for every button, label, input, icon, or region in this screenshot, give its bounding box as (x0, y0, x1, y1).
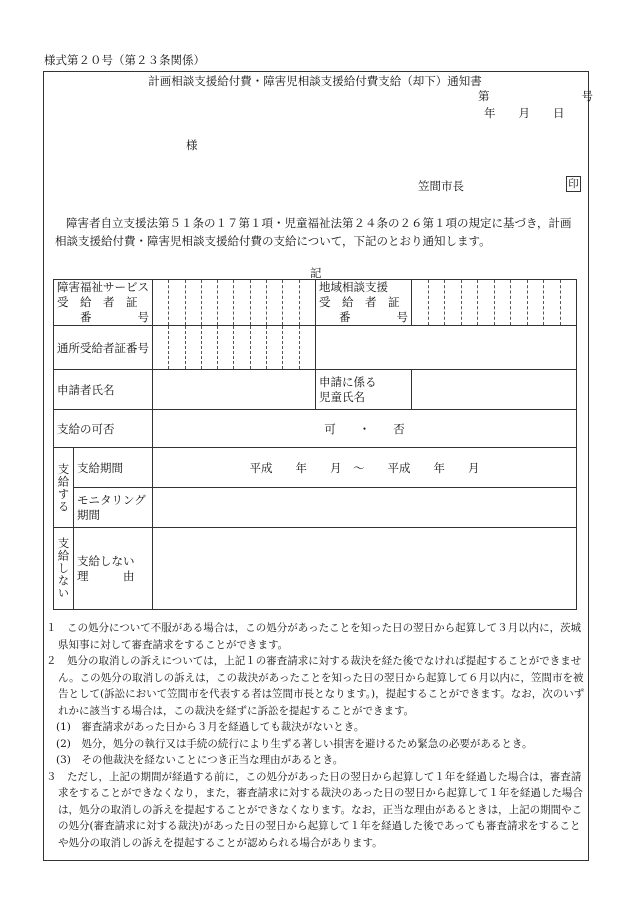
applicant-name-label: 申請者氏名 (54, 370, 153, 410)
note-2-item-3: (3) その他裁決を経ないことにつき正当な理由があるとき。 (56, 754, 344, 766)
approval-label: 支給の可否 (54, 410, 153, 448)
note-2-item-2: (2) 処分，処分の執行又は手続の続行により生ずる著しい損害を避けるため緊急の必要があるとき。 (56, 737, 533, 750)
issuer-name: 笠間市長 (418, 179, 464, 193)
child-name-label: 申請に係る 児童氏名 (316, 370, 412, 410)
period-value[interactable]: 平成 年 月 〜 平成 年 月 (153, 448, 577, 488)
welfare-service-cert-number[interactable] (153, 280, 316, 326)
regional-support-cert-label: 地域相談支援 受 給 者 証 番 号 (316, 280, 412, 326)
recipient-suffix: 様 (186, 138, 198, 152)
form-code: 様式第２０号（第２３条関係） (44, 53, 205, 67)
document-number: 第 号 (478, 89, 593, 103)
regional-support-cert-number[interactable] (412, 280, 577, 326)
notes-section (46, 620, 586, 851)
applicant-name-field[interactable] (153, 370, 316, 410)
note-2: ２ 処分の取消しの訴えについては，上記１の審査請求に対する裁決を経た後でなければ提起することができません。この処分の取消しの訴えは，この裁決があったことを知った日の翌日から起算して６月以内に，笠間市を被告として(訴訟において笠間市を代表する者は笠間市長となります。)，提起することができます。なお，次のいずれかに該当する場合は，この裁決を経ずに訴訟を提起することができます。 (46, 655, 585, 717)
notice-form-table (53, 279, 577, 610)
intro-paragraph: 障害者自立支援法第５１条の１７第１項・児童福祉法第２４条の２６第１項の規定に基づき，計画相談支援給付費・障害児相談支援給付費の支給について，下記のとおり通知します。 (55, 216, 572, 248)
seal-mark: 印 (566, 176, 581, 192)
approval-value[interactable]: 可 ・ 否 (153, 410, 577, 448)
document-date: 年 月 日 (484, 106, 565, 120)
child-name-field[interactable] (412, 370, 577, 410)
period-label: 支給期間 (74, 448, 153, 488)
note-1: １ この処分について不服がある場合は，この処分があったことを知った日の翌日から起算して３月以内に，茨城県知事に対して審査請求をすることができます。 (46, 622, 582, 651)
note-2-item-1: (1) 審査請求があった日から３月を経過しても裁決がないとき。 (56, 721, 365, 733)
day-service-cert-number[interactable] (153, 326, 316, 370)
note-3: ３ ただし，上記の期間が経過する前に，この処分があった日の翌日から起算して１年を経過した場合は，審査請求をすることができなくなり，また，審査請求に対する裁決のあった日の翌日から起算して１年を経過した場合は，処分の取消しの訴えを提起することができなくなります。なお，正当な理由があるときは，上記の期間やこの処分(審査請求に対する裁決)があった日の翌日から起算して１年を経過した後であっても審査請求をすることや処分の取消しの訴えを提起することが認められる場合があります。 (46, 770, 583, 849)
reason-field[interactable] (153, 528, 577, 610)
document-title: 計画相談支援給付費・障害児相談支援給付費支給（却下）通知書 (148, 74, 482, 88)
day-service-blank (316, 326, 577, 370)
not-provide-group-label: 支給しない (54, 528, 74, 610)
welfare-service-cert-label: 障害福祉サービス 受 給 者 証 番 号 (54, 280, 153, 326)
ki-label: 記 (310, 266, 322, 280)
provide-group-label: 支給する (54, 448, 74, 528)
monitoring-field[interactable] (153, 488, 577, 528)
day-service-cert-label: 通所受給者証番号 (54, 326, 153, 370)
reason-label: 支給しない 理 由 (74, 528, 153, 610)
monitoring-label: モニタリング 期間 (74, 488, 153, 528)
